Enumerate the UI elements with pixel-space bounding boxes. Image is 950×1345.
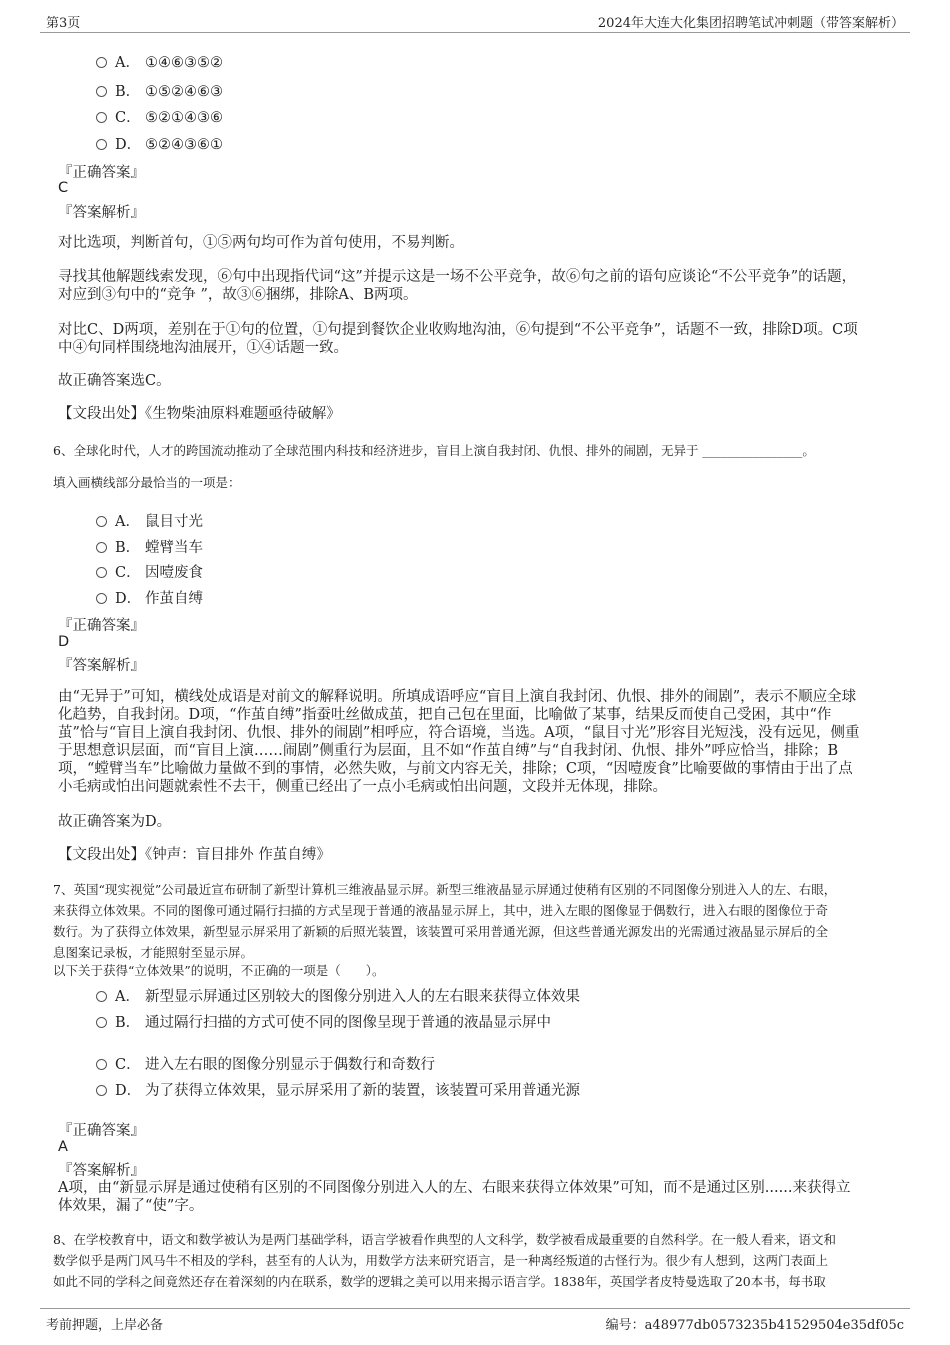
radio-icon[interactable] [96,112,107,123]
radio-icon[interactable] [96,1059,107,1070]
header-divider [40,32,910,33]
q7-option-a[interactable]: A． 新型显示屏通过区别较大的图像分别进入人的左右眼来获得立体效果 [96,985,580,1006]
q7-stem-line-1: 7、英国“现实视觉”公司最近宣布研制了新型计算机三维液晶显示屏。新型三维液晶显示屏通过使稍有区别的不同图像分别进入人的左、右眼， [53,882,837,897]
q5-analysis-label: 『答案解析』 [58,205,145,221]
q5-analysis-p3b: 中④句同样围绕地沟油展开，①④话题一致。 [58,340,348,356]
radio-icon[interactable] [96,567,107,578]
q5-answer: C [58,180,69,196]
q6-prompt: 填入画横线部分最恰当的一项是： [53,475,241,490]
radio-icon[interactable] [96,1085,107,1096]
document-id: 编号：a48977db0573235b41529504e35df05c [605,1318,904,1333]
q7-prompt: 以下关于获得“立体效果”的说明，不正确的一项是（ ）。 [53,963,385,978]
q6-analysis-line-5: 项，“螳臂当车”比喻做力量做不到的事情，必然失败，与前文内容无关，排除；C项，“因噎废食”比喻要做的事情由于出了点 [58,761,853,777]
q6-option-a[interactable]: A． 鼠目寸光 [96,510,203,531]
q7-answer: A [58,1139,68,1155]
q6-option-c[interactable]: C． 因噎废食 [96,561,203,582]
radio-icon[interactable] [96,542,107,553]
q7-stem-line-4: 息图案记录板，才能照射至显示屏。 [53,945,254,960]
q6-option-b[interactable]: B． 螳臂当车 [96,536,203,557]
q7-analysis-line-2: 体效果，漏了“使”字。 [58,1198,204,1214]
q6-answer: D [58,634,70,650]
page-footer [0,1308,950,1345]
q5-analysis-p2b: 对应到③句中的“竞争 ”，故③⑥捆绑，排除A、B两项。 [58,287,418,303]
q8-stem-line-3: 如此不同的学科之间竟然还存在着深刻的内在联系，数学的逻辑之美可以用来揭示语言学。1838年，英国学者皮特曼选取了20本书，每书取 [53,1274,826,1289]
q7-stem-line-3: 数行。为了获得立体效果，新型显示屏采用了新颖的后照光装置，该装置可采用普通光源，但这些普通光源发出的光需通过液晶显示屏后的全 [53,924,829,939]
q7-analysis-line-1: A项，由“新显示屏是通过使稍有区别的不同图像分别进入人的左、右眼来获得立体效果”可知，而不是通过区别......来获得立 [58,1180,851,1196]
q6-answer-label: 『正确答案』 [58,618,145,634]
q5-option-c[interactable]: C． ⑤②①④③⑥ [96,106,223,127]
radio-icon[interactable] [96,57,107,68]
radio-icon[interactable] [96,991,107,1002]
q5-analysis-p3a: 对比C、D两项，差别在于①句的位置，①句提到餐饮企业收购地沟油，⑥句提到“不公平竞争”，话题不一致，排除D项。C项 [58,322,858,338]
q5-option-a[interactable]: A． ①④⑥③⑤② [96,51,223,72]
q7-stem-line-2: 来获得立体效果。不同的图像可通过隔行扫描的方式呈现于普通的液晶显示屏上，其中，进入左眼的图像显于偶数行，进入右眼的图像位于奇 [53,903,829,918]
radio-icon[interactable] [96,516,107,527]
q5-analysis-p1: 对比选项，判断首句，①⑤两句均可作为首句使用，不易判断。 [58,235,464,251]
document-title: 2024年大连大化集团招聘笔试冲刺题（带答案解析） [597,16,904,31]
q6-analysis-line-3: 茧”恰与“盲目上演自我封闭、仇恨、排外的闹剧”相呼应，符合语境，当选。A项，“鼠目寸光”形容目光短浅，没有远见，侧重 [58,725,860,741]
q5-analysis-p2a: 寻找其他解题线索发现，⑥句中出现指代词“这”并提示这是一场不公平竞争，故⑥句之前的语句应谈论“不公平竞争”的话题， [58,269,857,285]
q8-stem-line-1: 8、在学校教育中，语文和数学被认为是两门基础学科，语言学被看作典型的人文科学，数学被看成最重要的自然科学。在一般人看来，语文和 [53,1232,836,1247]
footer-divider [40,1308,910,1309]
footer-slogan: 考前押题，上岸必备 [46,1318,164,1333]
q6-analysis-line-6: 小毛病或怕出问题就索性不去干，侧重已经出了一点小毛病或怕出问题，文段并无体现，排除。 [58,779,667,795]
q5-source: 【文段出处】《生物柴油原料难题亟待破解》 [58,406,341,422]
q6-analysis-label: 『答案解析』 [58,658,145,674]
q6-analysis-line-2: 化趋势，自我封闭。D项，“作茧自缚”指蚕吐丝做成茧，把自己包在里面，比喻做了某事，结果反而使自己受困，其中“作 [58,707,832,723]
q5-option-d[interactable]: D． ⑤②④③⑥① [96,133,223,154]
q6-analysis-line-1: 由“无异于”可知，横线处成语是对前文的解释说明。所填成语呼应“盲目上演自我封闭、仇恨、排外的闹剧”，表示不顺应全球 [58,689,857,705]
q7-option-b[interactable]: B． 通过隔行扫描的方式可使不同的图像呈现于普通的液晶显示屏中 [96,1011,551,1032]
q7-option-d[interactable]: D． 为了获得立体效果，显示屏采用了新的装置，该装置可采用普通光源 [96,1079,580,1100]
q7-answer-label: 『正确答案』 [58,1123,145,1139]
q6-source: 【文段出处】《钟声：盲目排外 作茧自缚》 [58,847,331,863]
radio-icon[interactable] [96,593,107,604]
page-header [0,0,950,34]
q8-stem-line-2: 数学似乎是两门风马牛不相及的学科，甚至有的人认为，用数学方法来研究语言，是一种离经叛道的古怪行为。很少有人想到，这两门表面上 [53,1253,829,1268]
page-number: 第3页 [46,16,81,31]
q7-option-c[interactable]: C． 进入左右眼的图像分别显示于偶数行和奇数行 [96,1053,435,1074]
radio-icon[interactable] [96,1017,107,1028]
radio-icon[interactable] [96,139,107,150]
q6-analysis-conclusion: 故正确答案为D。 [58,814,172,830]
q7-analysis-label: 『答案解析』 [58,1163,145,1179]
radio-icon[interactable] [96,86,107,97]
q6-analysis-line-4: 于思想意识层面，而“盲目上演……闹剧”侧重行为层面，且不如“作茧自缚”与“自我封闭、仇恨、排外”呼应恰当，排除；B [58,743,839,759]
q6-stem: 6、全球化时代，人才的跨国流动推动了全球范围内科技和经济进步，盲目上演自我封闭、仇恨、排外的闹剧，无异于 ________________。 [53,443,815,458]
q5-answer-label: 『正确答案』 [58,165,145,181]
q5-analysis-conclusion: 故正确答案选C。 [58,373,171,389]
q5-option-b[interactable]: B． ①⑤②④⑥③ [96,80,223,101]
q6-option-d[interactable]: D． 作茧自缚 [96,587,203,608]
